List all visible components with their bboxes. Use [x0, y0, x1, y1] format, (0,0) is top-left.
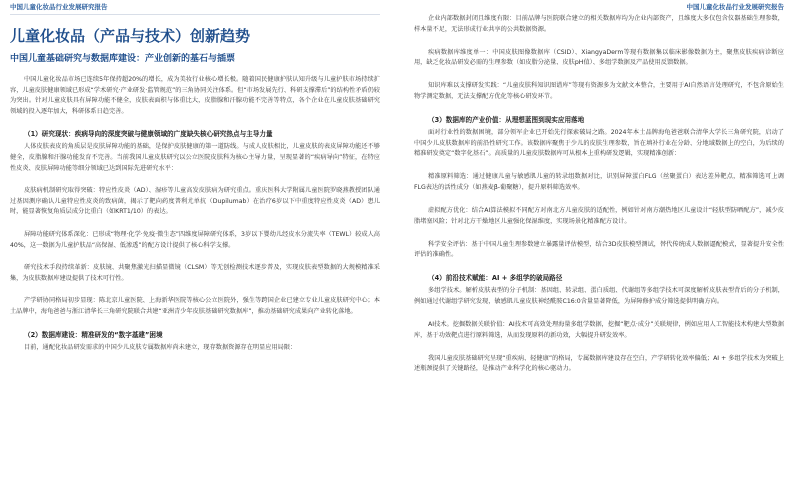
running-header-left: 中国儿童化妆品行业发展研究报告: [10, 0, 380, 15]
paragraph: 精准原料筛选：通过健康儿童与敏感肌儿童的转录组数据对比，识别屏障蛋白FLG（丝聚蛋白）表达差异靶点，精准筛选可上调FLG表达的活性成分（如燕麦β-葡聚糖），提升原料筛选效率。: [414, 173, 784, 191]
section-heading: （1）研究现状：疾病导向的深度突破与健康领域的广度缺失核心研究热点与主导力量: [24, 130, 273, 139]
paragraph: 目前，通配化妆品研发需求的中国少儿皮肤专属数据库尚未建立，现存数据资源存在明显应用局限：: [24, 343, 297, 351]
paragraph: 屏障功能研究体系深化：已形成“物理·化学·免疫·微生态”四维度屏障研究体系，3岁以下婴幼儿经皮水分流失率（TEWL）较成人高40%，这一数据为儿童护肤品“高保湿、低渗透”的配方设计提供了核心科学支撑。: [10, 230, 380, 249]
paragraph: 研究技术手段持续革新：皮肤镜、共聚焦激光扫描显微镜（CLSM）等无创检测技术逐步普及，实现皮肤表型数据的大规模精准采集，为皮肤数据库建设提供了技术可行性。: [10, 264, 380, 282]
paragraph: 皮肤病机制研究取得突破：特应性皮炎（AD）、湿疹等儿童高发皮肤病为研究重点。重庆医科大学附属儿童医院罗晓燕教授团队通过基因测序确认儿童特应性皮炎的致病菌，揭示了靶向药度普利尤单抗（Dupilumab）在治疗6岁以下中重度特应性皮炎（AD）患儿时，能显著恢复角质层成分比重白（如KRT1/10）的表达。: [10, 187, 380, 216]
section-heading: （2）数据库建设：精准研发的“数字基建”困境: [24, 330, 163, 339]
right-column: [402, 0, 796, 495]
paragraph: 疾病数据库维度单一：中国皮肤图像数据库（CSID）、XiangyaDerm等现有数据集以临床影像数据为主，聚焦皮肤疾病诊断应用，缺乏化妆品研发必需的生理参数（如皮脂分泌量、皮肤pH值）、多组学数据及产品使用反馈数据。: [414, 48, 784, 67]
running-header-right: 中国儿童化妆品行业发展研究报告: [686, 3, 784, 11]
paragraph: 面对行业性的数据困境，部分领军企业已开始先行探索破局之路。2024年本土品牌海龟爸爸联合清华大学长三角研究院，启动了中国少儿皮肤数据库的前沿性研究工作。该数据库聚焦于少儿的皮肤生理参数，旨在填补行业在分龄、分地域数据上的空白，为后续的精准研发奠定“数字化基石”。高质量的儿童皮肤数据库可从根本上重构研发逻辑，实现精准创新：: [414, 129, 784, 158]
paragraph: 人体皮肤表皮的角质层是皮肤屏障功能的基础，是保护皮肤健康的第一道防线。与成人皮肤相比，儿童皮肤的表皮屏障功能还不够健全，皮脂腺和汗腺功能发育不完善。当前我国儿童皮肤研究以公立医院皮肤科为核心主导力量，呈现显著的“疾病导向”特征，在特应性皮炎、皮肤屏障功能等细分领域已达到国际先进研究水平：: [10, 143, 380, 172]
paragraph: 企业内部数据封闭且维度有限：目前品牌与医院联合建立的相关数据库均为企业内部资产，且维度大多仅包含仪器基础生理参数，样本量不足，无法形成行业共享的公共数据资源。: [414, 15, 784, 33]
section-heading: （3）数据库的产业价值：从理想蓝图到现实应用落地: [428, 116, 585, 125]
left-column: [0, 0, 394, 495]
paragraph: 虚拟配方优化：结合AI算法模拟不同配方对南北方儿童皮肤的适配性，例如针对南方潮热地区儿童设计“轻肤型防晒配方”，减少皮脂堵塞风险；针对北方干燥地区儿童强化保湿维度，实现场景化精准配方设计。: [414, 207, 784, 225]
section-heading: （4）前沿技术赋能：AI + 多组学的破局路径: [428, 274, 563, 283]
paragraph: 我国儿童皮肤基础研究呈现“重疾病、轻健康”的格局，专属数据库建设存在空白，产学研转化效率偏低；AI + 多组学技术为突破上述瓶颈提供了关键路径，是推动产业科学化的核心驱动力。: [414, 354, 784, 373]
paragraph: 科学安全评估：基于中国儿童生理参数建立暴露量评估模型，结合3D皮肤模型测试，替代传统成人数据逼配模式，显著提升安全性评估的准确性。: [414, 240, 784, 259]
paragraph: AI技术。挖掘数据关联价值：AI技术可高效处理海量多组学数据，挖掘“靶点·成分”关联规律，例如应用人工智能技术构建大型数据库，基于功效靶点进行原料筛选，从而发现原料的新功效，大幅提升研发效率。: [414, 321, 784, 339]
paragraph: 中国儿童化妆品市场已连续5年保持超20%的增长，成为美妆行业核心增长极。随着国民健康护肤认知升级与儿童护肤市场持续扩容，儿童皮肤健康领域已形成“学术研究·产业研发·监管规范”的三角协同关注体系。但“市场发展先行、科研支撑滞后”的结构性矛盾仍较为突出。针对儿童皮肤具有屏障功能不健全，皮肤表面积与体重比大，皮脂腺和汗腺功能不完善等特点，各个企业在儿童皮肤基础研究领域的投入逐年加大，科研体系日趋完善。: [10, 76, 380, 115]
section-subtitle: 中国儿童基础研究与数据库建设：产业创新的基石与插票: [10, 54, 236, 64]
paragraph: 知识库难以支撑研发实践：“儿童皮肤科知识图谱库”等现有资源多为文献文本整合，主要用于AI自然语言处理研究，不包含原始生物学测定数据，无法支撑配方优化等核心研发环节。: [414, 82, 784, 100]
paragraph: 多组学技术。解析皮肤表型的分子机制：基因组、转录组、蛋白质组、代谢组等多组学技术可深度解析皮肤表型背后的分子机制，例如通过代谢组学研究发现，敏感肌儿童皮肤神经酰胺C16:0含量显著降低，为屏障修护成分筛选提供明确方向。: [414, 287, 784, 305]
page-title: 儿童化妆品（产品与技术）创新趋势: [10, 27, 251, 45]
paragraph: 产学研协同格局初步显现：陈北京儿童医院、上海新华医院等核心公立医院外，强生等跨国企业已建立专业儿童皮肤研究中心；本土品牌中，海龟爸爸与浙江清华长三角研究院联合共建“亚洲青少年皮肤基础研究数据库”，推动基础研究成果向产业转化落地。: [10, 297, 380, 315]
